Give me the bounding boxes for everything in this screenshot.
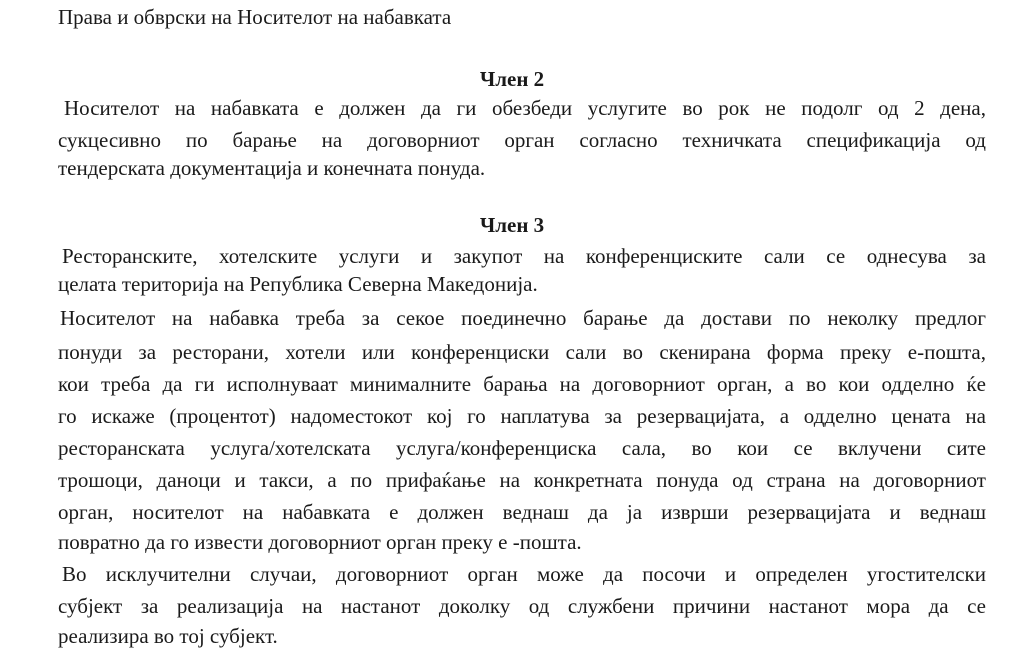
- article-3-line: субјект за реализација на настанот доколку од службени причини настанот мора да се: [58, 594, 986, 618]
- article-3-line: реализира во тој субјект.: [58, 624, 278, 648]
- article-3-title: Член 3: [479, 213, 545, 237]
- article-2-line: тендерската документација и конечната понуда.: [58, 156, 486, 180]
- article-3-line: повратно да го извести договорниот орган преку е -пошта.: [58, 530, 582, 554]
- article-3-line: кои треба да ги исполнуваат минималните барања на договорниот орган, а во кои одделно ќе: [58, 372, 986, 396]
- article-2-title: Член 2: [479, 67, 545, 91]
- section-heading: Права и обврски на Носителот на набавката: [58, 5, 452, 29]
- article-3-line: целата територија на Република Северна Македонија.: [58, 272, 538, 296]
- article-3-line: орган, носителот на набавката е должен веднаш да ја изврши резервацијата и веднаш: [58, 500, 986, 524]
- article-3-line: го искаже (процентот) надоместокот кој го наплатува за резервацијата, а одделно цената на: [58, 404, 986, 428]
- article-3-line: Носителот на набавка треба за секое поединечно барање да достави по неколку предлог: [60, 306, 986, 330]
- article-3-line: трошоци, даноци и такси, а по прифаќање на конкретната понуда од страна на договорниот: [58, 468, 986, 492]
- article-2-line: Носителот на набавката е должен да ги обезбеди услугите во рок не подолг од 2 дена,: [64, 96, 986, 120]
- article-3-line: ресторанската услуга/хотелската услуга/конференциска сала, во кои се вклучени сите: [58, 436, 986, 460]
- article-2-line: сукцесивно по барање на договорниот орган согласно техничката спецификација од: [58, 128, 986, 152]
- article-3-line: Во исклучителни случаи, договорниот орган може да посочи и определен угостителски: [62, 562, 986, 586]
- article-3-line: Ресторанските, хотелските услуги и закупот на конференциските сали се однесува за: [62, 244, 986, 268]
- article-3-line: понуди за ресторани, хотели или конференциски сали во скенирана форма преку е-пошта,: [58, 340, 986, 364]
